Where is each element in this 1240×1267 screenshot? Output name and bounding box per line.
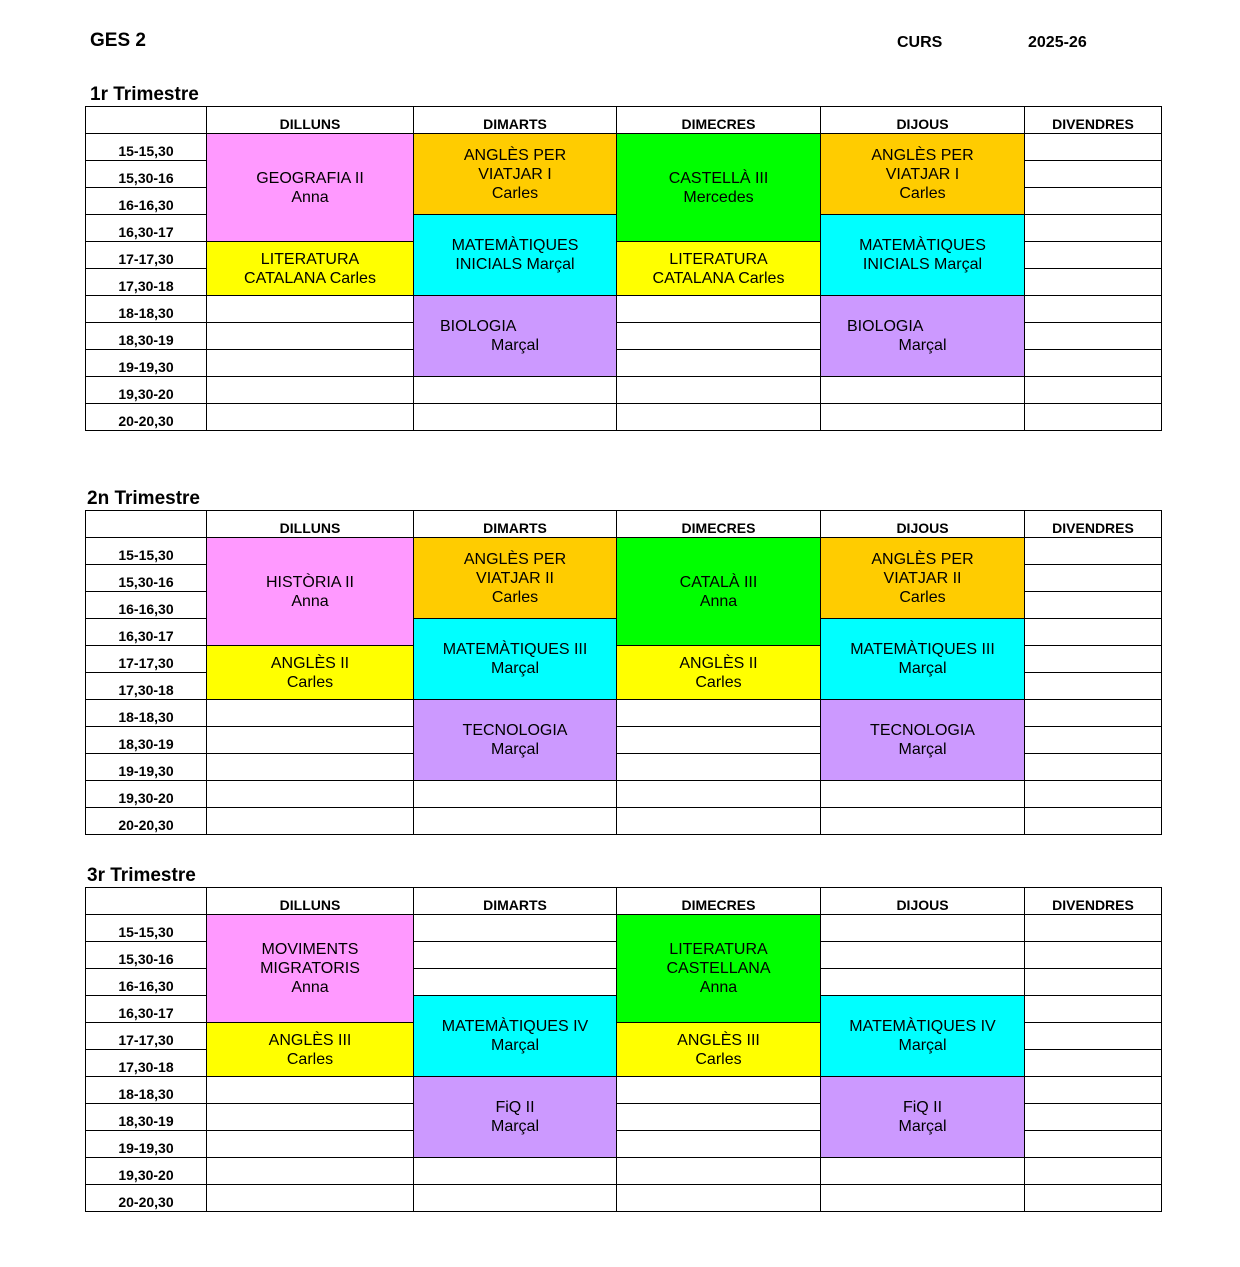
class-block <box>821 1077 1025 1158</box>
empty-cell <box>617 727 821 754</box>
teacher-name: Carles <box>491 184 539 202</box>
class-block <box>821 296 1025 377</box>
subject-name: HISTÒRIA II <box>265 573 354 591</box>
time-slot: 18,30-19 <box>86 323 207 350</box>
time-slot: 16,30-17 <box>86 619 207 646</box>
empty-cell <box>207 1185 414 1212</box>
subject-name: FiQ II <box>902 1099 943 1116</box>
day-header: DIVENDRES <box>1025 107 1162 134</box>
class-block <box>414 1077 617 1158</box>
empty-cell <box>1025 700 1162 727</box>
empty-cell <box>1025 134 1162 161</box>
empty-cell <box>617 1158 821 1185</box>
day-header: DIMARTS <box>414 511 617 538</box>
empty-cell <box>207 404 414 431</box>
class-block <box>617 242 821 296</box>
class-block <box>207 646 414 700</box>
class-block <box>414 996 617 1077</box>
empty-cell <box>617 754 821 781</box>
empty-cell <box>1025 350 1162 377</box>
teacher-name: Marçal <box>490 1118 539 1135</box>
subject-name: MOVIMENTS <box>261 941 359 958</box>
teacher-name: Carles <box>695 673 742 691</box>
schedule-table-trimester-3 <box>85 887 1162 1212</box>
empty-cell <box>1025 323 1162 350</box>
empty-cell <box>1025 1077 1162 1104</box>
empty-cell <box>1025 538 1162 565</box>
empty-cell <box>617 1185 821 1212</box>
empty-cell <box>1025 296 1162 323</box>
time-slot: 15,30-16 <box>86 565 207 592</box>
empty-cell <box>617 1077 821 1104</box>
empty-cell <box>821 969 1025 996</box>
subject-name: ANGLÈS II <box>679 654 758 672</box>
time-slot: 16-16,30 <box>86 188 207 215</box>
subject-name: TECNOLOGIA <box>870 722 975 739</box>
class-block <box>207 242 414 296</box>
empty-cell <box>207 808 414 835</box>
class-block <box>617 915 821 1023</box>
time-slot: 16-16,30 <box>86 592 207 619</box>
empty-cell <box>1025 915 1162 942</box>
empty-cell <box>1025 619 1162 646</box>
program-title: GES 2 <box>90 30 146 51</box>
empty-cell <box>207 754 414 781</box>
subject-name: INICIALS Marçal <box>455 256 575 273</box>
teacher-name: Carles <box>899 184 946 202</box>
corner-cell <box>86 888 207 915</box>
subject-name: LITERATURA <box>669 250 768 268</box>
subject-name: CASTELLÀ III <box>668 169 769 187</box>
empty-cell <box>1025 754 1162 781</box>
day-header: DIMECRES <box>617 888 821 915</box>
teacher-name: Anna <box>291 188 329 206</box>
empty-cell <box>1025 161 1162 188</box>
curs-label: CURS <box>897 34 943 51</box>
empty-cell <box>414 1158 617 1185</box>
time-slot: 17-17,30 <box>86 242 207 269</box>
time-slot: 17,30-18 <box>86 1050 207 1077</box>
empty-cell <box>1025 1023 1162 1050</box>
subject-name: LITERATURA <box>669 941 768 958</box>
time-slot: 18-18,30 <box>86 296 207 323</box>
empty-cell <box>821 781 1025 808</box>
empty-cell <box>1025 727 1162 754</box>
empty-cell <box>1025 1185 1162 1212</box>
day-header: DIMARTS <box>414 888 617 915</box>
empty-cell <box>207 296 414 323</box>
subject-name: MATEMÀTIQUES <box>859 237 986 254</box>
corner-cell <box>86 511 207 538</box>
class-block <box>617 646 821 700</box>
teacher-name: Marçal <box>898 660 947 677</box>
subject-name: VIATJAR II <box>883 569 962 587</box>
teacher-name: Marçal <box>898 741 947 758</box>
day-header: DIVENDRES <box>1025 888 1162 915</box>
time-slot: 15-15,30 <box>86 538 207 565</box>
empty-cell <box>1025 269 1162 296</box>
class-block <box>414 215 617 296</box>
empty-cell <box>207 727 414 754</box>
class-block <box>617 134 821 242</box>
time-slot: 16,30-17 <box>86 215 207 242</box>
empty-cell <box>1025 565 1162 592</box>
empty-cell <box>1025 942 1162 969</box>
empty-cell <box>617 808 821 835</box>
trimester-1-title: 1r Trimestre <box>90 84 199 105</box>
day-header: DIVENDRES <box>1025 511 1162 538</box>
empty-cell <box>207 350 414 377</box>
teacher-name: Marçal <box>490 337 539 354</box>
empty-cell <box>1025 996 1162 1023</box>
empty-cell <box>1025 1050 1162 1077</box>
empty-cell <box>617 404 821 431</box>
day-header: DIMECRES <box>617 107 821 134</box>
class-block <box>414 296 617 377</box>
subject-name: TECNOLOGIA <box>462 722 568 739</box>
time-slot: 18,30-19 <box>86 727 207 754</box>
class-block <box>414 134 617 215</box>
empty-cell <box>821 1185 1025 1212</box>
empty-cell <box>207 1077 414 1104</box>
empty-cell <box>617 350 821 377</box>
subject-name: ANGLÈS PER <box>871 550 974 568</box>
empty-cell <box>207 377 414 404</box>
day-header: DIJOUS <box>821 107 1025 134</box>
subject-name: MATEMÀTIQUES IV <box>849 1018 996 1035</box>
class-block <box>207 1023 414 1077</box>
time-slot: 17,30-18 <box>86 269 207 296</box>
teacher-name: Marçal <box>898 1118 947 1135</box>
empty-cell <box>617 296 821 323</box>
empty-cell <box>414 942 617 969</box>
empty-cell <box>1025 592 1162 619</box>
teacher-name: Mercedes <box>683 188 754 206</box>
class-block <box>821 538 1025 619</box>
time-slot: 19,30-20 <box>86 1158 207 1185</box>
subject-name: CASTELLANA <box>666 960 771 977</box>
time-slot: 15-15,30 <box>86 915 207 942</box>
empty-cell <box>207 1131 414 1158</box>
time-slot: 19-19,30 <box>86 754 207 781</box>
time-slot: 15,30-16 <box>86 161 207 188</box>
empty-cell <box>1025 673 1162 700</box>
time-slot: 19-19,30 <box>86 350 207 377</box>
subject-name: MATEMÀTIQUES III <box>850 641 995 658</box>
teacher-name: Marçal <box>490 741 539 758</box>
empty-cell <box>414 915 617 942</box>
subject-name: INICIALS Marçal <box>862 256 983 273</box>
day-header: DIMARTS <box>414 107 617 134</box>
empty-cell <box>1025 377 1162 404</box>
subject-name: MATEMÀTIQUES <box>451 237 579 254</box>
trimester-2-title: 2n Trimestre <box>87 488 200 509</box>
empty-cell <box>207 1104 414 1131</box>
time-slot: 20-20,30 <box>86 808 207 835</box>
trimester-3-title: 3r Trimestre <box>87 865 196 886</box>
empty-cell <box>1025 969 1162 996</box>
empty-cell <box>1025 781 1162 808</box>
header-row <box>86 888 1162 915</box>
teacher-name: Marçal <box>490 660 539 677</box>
class-block <box>821 134 1025 215</box>
time-slot: 17,30-18 <box>86 673 207 700</box>
day-header: DILLUNS <box>207 107 414 134</box>
subject-name: VIATJAR I <box>478 165 552 183</box>
subject-name: ANGLÈS III <box>677 1031 760 1049</box>
empty-cell <box>1025 242 1162 269</box>
subject-name: LITERATURA <box>260 250 360 268</box>
teacher-name: Carles <box>491 588 539 606</box>
empty-cell <box>821 377 1025 404</box>
subject-name: MATEMÀTIQUES IV <box>441 1018 589 1035</box>
empty-cell <box>617 1104 821 1131</box>
time-slot: 20-20,30 <box>86 1185 207 1212</box>
teacher-name: Carles <box>899 588 946 606</box>
time-slot: 20-20,30 <box>86 404 207 431</box>
subject-name: BIOLOGIA <box>847 318 924 335</box>
empty-cell <box>1025 1104 1162 1131</box>
class-block <box>207 915 414 1023</box>
time-slot: 15,30-16 <box>86 942 207 969</box>
subject-name: ANGLÈS III <box>268 1031 352 1049</box>
empty-cell <box>617 781 821 808</box>
corner-cell <box>86 107 207 134</box>
teacher-name: Anna <box>291 592 329 610</box>
subject-name: ANGLÈS PER <box>463 146 567 164</box>
schedule-table-trimester-1 <box>85 106 1162 431</box>
class-block <box>821 215 1025 296</box>
empty-cell <box>207 700 414 727</box>
day-header: DIJOUS <box>821 888 1025 915</box>
empty-cell <box>1025 215 1162 242</box>
class-block <box>207 538 414 646</box>
subject-name: GEOGRAFIA II <box>256 169 364 187</box>
header-row <box>86 107 1162 134</box>
empty-cell <box>207 323 414 350</box>
subject-name: CATALANA Carles <box>652 269 785 287</box>
time-slot: 19,30-20 <box>86 377 207 404</box>
time-slot: 18,30-19 <box>86 1104 207 1131</box>
subject-name: CATALÀ III <box>679 573 758 591</box>
empty-cell <box>821 808 1025 835</box>
class-block <box>617 1023 821 1077</box>
time-slot: 18-18,30 <box>86 700 207 727</box>
class-block <box>414 538 617 619</box>
empty-cell <box>1025 188 1162 215</box>
class-block <box>821 700 1025 781</box>
class-block <box>207 134 414 242</box>
subject-name: ANGLÈS PER <box>871 146 974 164</box>
empty-cell <box>414 377 617 404</box>
subject-name: VIATJAR I <box>885 165 960 183</box>
time-slot: 16-16,30 <box>86 969 207 996</box>
subject-name: BIOLOGIA <box>440 318 517 335</box>
time-slot: 18-18,30 <box>86 1077 207 1104</box>
day-header: DIJOUS <box>821 511 1025 538</box>
empty-cell <box>414 781 617 808</box>
class-block <box>414 619 617 700</box>
empty-cell <box>1025 808 1162 835</box>
empty-cell <box>1025 404 1162 431</box>
empty-cell <box>617 323 821 350</box>
empty-cell <box>1025 1158 1162 1185</box>
course-year: 2025-26 <box>1028 34 1087 51</box>
time-slot: 17-17,30 <box>86 1023 207 1050</box>
teacher-name: Anna <box>699 592 738 610</box>
class-block <box>821 619 1025 700</box>
subject-name: MIGRATORIS <box>260 960 360 977</box>
teacher-name: Carles <box>695 1050 742 1068</box>
empty-cell <box>207 781 414 808</box>
time-slot: 19,30-20 <box>86 781 207 808</box>
day-header: DILLUNS <box>207 511 414 538</box>
empty-cell <box>617 1131 821 1158</box>
class-block <box>617 538 821 646</box>
header-row <box>86 511 1162 538</box>
teacher-name: Marçal <box>490 1037 539 1054</box>
teacher-name: Carles <box>286 1050 334 1068</box>
time-slot: 17-17,30 <box>86 646 207 673</box>
teacher-name: Marçal <box>898 1037 947 1054</box>
teacher-name: Marçal <box>898 337 947 354</box>
empty-cell <box>617 377 821 404</box>
empty-cell <box>821 1158 1025 1185</box>
empty-cell <box>821 942 1025 969</box>
teacher-name: Anna <box>699 979 738 996</box>
empty-cell <box>1025 1131 1162 1158</box>
day-header: DILLUNS <box>207 888 414 915</box>
subject-name: ANGLÈS II <box>270 654 350 672</box>
empty-cell <box>821 915 1025 942</box>
empty-cell <box>414 1185 617 1212</box>
empty-cell <box>414 808 617 835</box>
subject-name: VIATJAR II <box>476 569 554 587</box>
time-slot: 15-15,30 <box>86 134 207 161</box>
empty-cell <box>207 1158 414 1185</box>
schedule-table-trimester-2 <box>85 510 1162 835</box>
empty-cell <box>414 969 617 996</box>
empty-cell <box>821 404 1025 431</box>
subject-name: FiQ II <box>495 1099 535 1116</box>
empty-cell <box>414 404 617 431</box>
time-slot: 16,30-17 <box>86 996 207 1023</box>
time-slot: 19-19,30 <box>86 1131 207 1158</box>
class-block <box>821 996 1025 1077</box>
empty-cell <box>617 700 821 727</box>
subject-name: ANGLÈS PER <box>463 550 567 568</box>
subject-name: CATALANA Carles <box>244 269 376 287</box>
teacher-name: Carles <box>286 673 334 691</box>
class-block <box>414 700 617 781</box>
teacher-name: Anna <box>291 979 329 996</box>
empty-cell <box>1025 646 1162 673</box>
subject-name: MATEMÀTIQUES III <box>442 641 588 658</box>
day-header: DIMECRES <box>617 511 821 538</box>
